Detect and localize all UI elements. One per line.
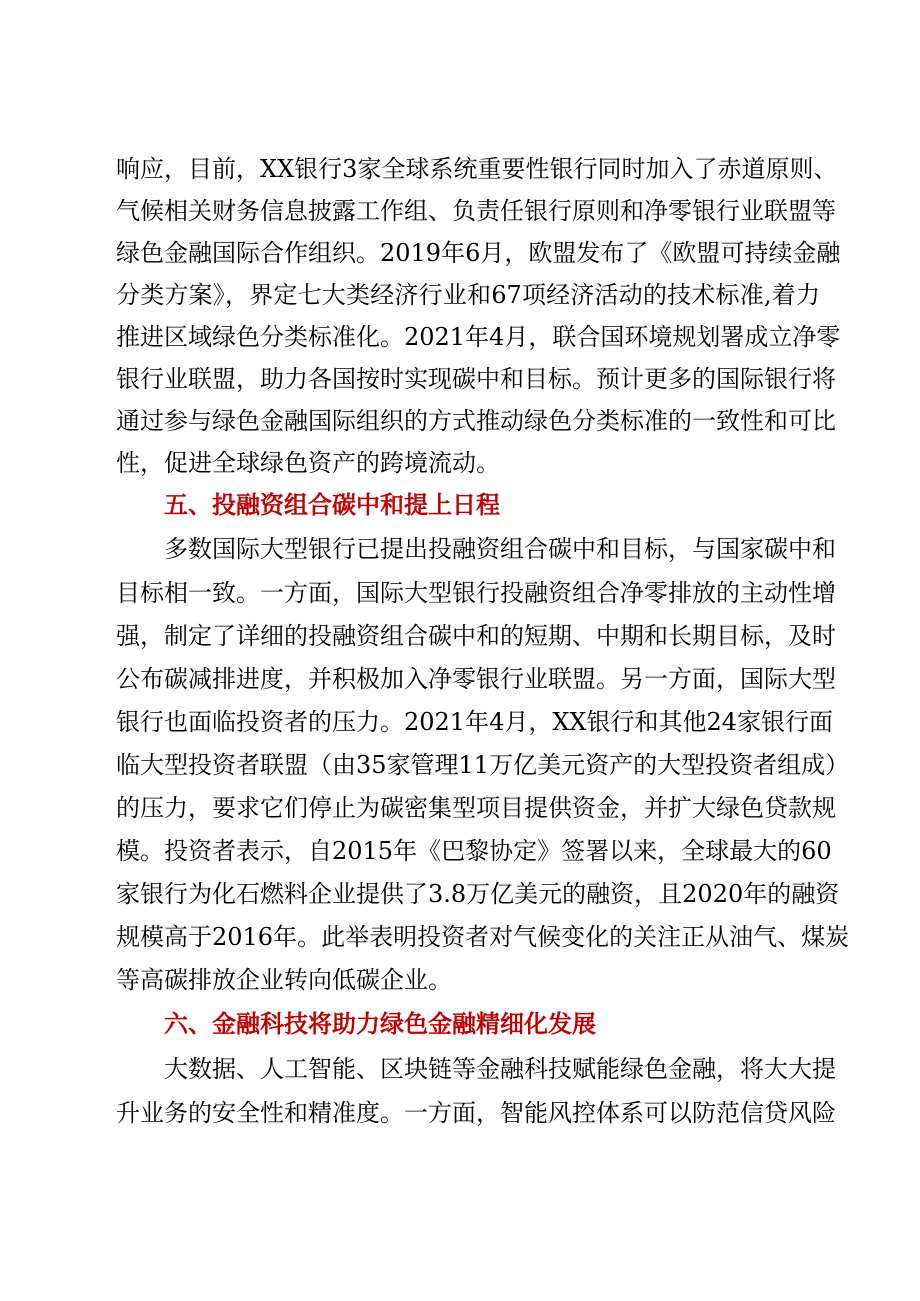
paragraph-line: 等高碳排放企业转向低碳企业。 xyxy=(116,966,452,994)
paragraph-line: 银行业联盟，助力各国按时实现碳中和目标。预计更多的国际银行将 xyxy=(116,365,836,393)
paragraph-line: 多数国际大型银行已提出投融资组合碳中和目标，与国家碳中和 xyxy=(164,535,836,563)
paragraph-line: 大数据、人工智能、区块链等金融科技赋能绿色金融，将大大提 xyxy=(164,1055,836,1083)
paragraph-line: 分类方案》，界定七大类经济行业和67项经济活动的技术标准,着力 xyxy=(116,281,820,309)
paragraph-line: 性，促进全球绿色资产的跨境流动。 xyxy=(116,449,500,477)
paragraph-line: 临大型投资者联盟（由35家管理11万亿美元资产的大型投资者组成） xyxy=(116,751,850,779)
paragraph-line: 气候相关财务信息披露工作组、负责任银行原则和净零银行业联盟等 xyxy=(116,197,836,225)
paragraph-line: 绿色金融国际合作组织。2019年6月，欧盟发布了《欧盟可持续金融 xyxy=(116,239,841,267)
paragraph-line: 通过参与绿色金融国际组织的方式推动绿色分类标准的一致性和可比 xyxy=(116,407,836,435)
paragraph-line: 家银行为化石燃料企业提供了3.8万亿美元的融资，且2020年的融资 xyxy=(116,880,840,908)
section-heading-5: 五、投融资组合碳中和提上日程 xyxy=(164,491,500,519)
paragraph-line: 升业务的安全性和精准度。一方面，智能风控体系可以防范信贷风险 xyxy=(116,1099,836,1127)
paragraph-line: 模。投资者表示，自2015年《巴黎协定》签署以来，全球最大的60 xyxy=(116,837,832,865)
paragraph-line: 推进区域绿色分类标准化。2021年4月，联合国环境规划署成立净零 xyxy=(116,323,841,351)
paragraph-line: 银行也面临投资者的压力。2021年4月，XX银行和其他24家银行面 xyxy=(116,708,834,736)
paragraph-line: 公布碳减排进度，并积极加入净零银行业联盟。另一方面，国际大型 xyxy=(116,665,836,693)
paragraph-line: 响应，目前，XX银行3家全球系统重要性银行同时加入了赤道原则、 xyxy=(116,155,838,183)
paragraph-line: 目标相一致。一方面，国际大型银行投融资组合净零排放的主动性增 xyxy=(116,579,836,607)
section-heading-6: 六、金融科技将助力绿色金融精细化发展 xyxy=(164,1010,596,1038)
paragraph-line: 的压力，要求它们停止为碳密集型项目提供资金，并扩大绿色贷款规 xyxy=(116,794,836,822)
paragraph-line: 规模高于2016年。此举表明投资者对气候变化的关注正从油气、煤炭 xyxy=(116,923,850,951)
paragraph-line: 强，制定了详细的投融资组合碳中和的短期、中期和长期目标，及时 xyxy=(116,622,836,650)
